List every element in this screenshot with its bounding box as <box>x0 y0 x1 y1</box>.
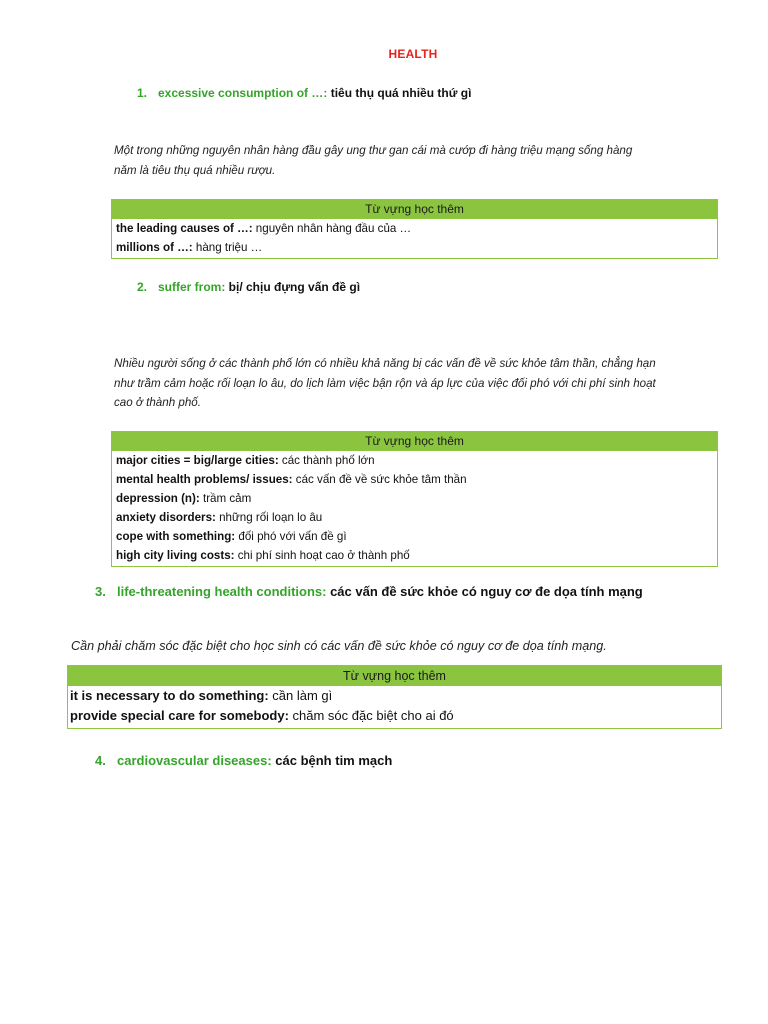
example-line: cao ở thành phố. <box>114 396 201 409</box>
vocab-row <box>112 470 717 489</box>
vocab-meaning: những rối loạn lo âu <box>215 511 323 524</box>
vocab-meaning: đối phó với vấn đề gì <box>235 530 347 543</box>
vocab-term: it is necessary to do something: <box>70 688 269 703</box>
section-2-heading <box>137 280 360 294</box>
section-meaning: bị/ chịu đựng vấn đề gì <box>225 280 361 294</box>
vocab-meaning: các thành phố lớn <box>278 454 375 467</box>
vocab-header: Từ vựng học thêm <box>112 200 717 219</box>
vocab-meaning: nguyên nhân hàng đầu của … <box>252 222 412 235</box>
example-line: Một trong những nguyên nhân hàng đầu gây ung thư gan cái mà cướp đi hàng triệu mạng sống hàng <box>114 144 633 157</box>
vocab-meaning: chi phí sinh hoạt cao ở thành phố <box>234 549 410 562</box>
vocab-row <box>112 451 717 470</box>
vocab-meaning: hàng triệu … <box>192 241 263 254</box>
vocab-row <box>112 219 717 238</box>
section-number: 2. <box>137 280 148 294</box>
example-line: Nhiều người sống ở các thành phố lớn có nhiều khả năng bị các vấn đề về sức khỏe tâm thần, chẳng hạn <box>114 357 656 370</box>
vocab-term: provide special care for somebody: <box>70 708 289 723</box>
vocab-row <box>112 546 717 565</box>
section-term: suffer from: <box>158 280 226 294</box>
section-2-vocab-box <box>111 431 718 567</box>
vocab-header: Từ vựng học thêm <box>112 432 717 451</box>
vocab-row <box>112 527 717 546</box>
vocab-header: Từ vựng học thêm <box>68 666 721 686</box>
vocab-row <box>68 686 721 706</box>
vocab-row <box>68 706 721 726</box>
section-1-heading <box>137 86 471 100</box>
section-term: life-threatening health conditions: <box>117 584 327 599</box>
section-term: excessive consumption of …: <box>158 86 328 100</box>
section-3-heading <box>95 584 643 599</box>
vocab-term: high city living costs: <box>116 549 235 562</box>
section-meaning: các bệnh tim mạch <box>271 753 393 768</box>
vocab-term: anxiety disorders: <box>116 511 216 524</box>
example-line: năm là tiêu thụ quá nhiều rượu. <box>114 163 276 177</box>
vocab-meaning: trầm cảm <box>199 492 252 505</box>
page-title: HEALTH <box>388 47 438 61</box>
section-number: 1. <box>137 86 148 100</box>
vocab-meaning: chăm sóc đặc biệt cho ai đó <box>288 708 454 723</box>
section-3-vocab-box <box>67 665 722 729</box>
vocab-term: millions of …: <box>116 241 193 254</box>
section-number: 3. <box>95 584 106 599</box>
section-term: cardiovascular diseases: <box>117 753 272 768</box>
example-line: như trầm cảm hoặc rối loạn lo âu, do lịch làm việc bận rộn và áp lực của việc đối phó với chi phí sinh hoạt <box>114 376 656 390</box>
section-meaning: tiêu thụ quá nhiều thứ gì <box>327 86 472 100</box>
vocab-meaning: các vấn đề về sức khỏe tâm thần <box>292 473 467 486</box>
vocab-term: mental health problems/ issues: <box>116 473 293 486</box>
example-line: Cần phải chăm sóc đặc biệt cho học sinh có các vấn đề sức khỏe có nguy cơ đe dọa tính mạng. <box>71 639 607 653</box>
section-4-heading <box>95 753 392 768</box>
vocab-row <box>112 508 717 527</box>
section-number: 4. <box>95 753 106 768</box>
section-meaning: các vấn đề sức khỏe có nguy cơ đe dọa tính mạng <box>326 584 643 599</box>
vocab-meaning: cần làm gì <box>268 688 333 703</box>
vocab-row <box>112 238 717 257</box>
section-2-example <box>114 354 656 413</box>
vocab-term: cope with something: <box>116 530 236 543</box>
vocab-term: depression (n): <box>116 492 200 505</box>
section-3-example <box>71 637 607 657</box>
vocab-row <box>112 489 717 508</box>
vocab-term: the leading causes of …: <box>116 222 253 235</box>
section-1-example <box>114 141 632 180</box>
section-1-vocab-box <box>111 199 718 259</box>
vocab-term: major cities = big/large cities: <box>116 454 279 467</box>
